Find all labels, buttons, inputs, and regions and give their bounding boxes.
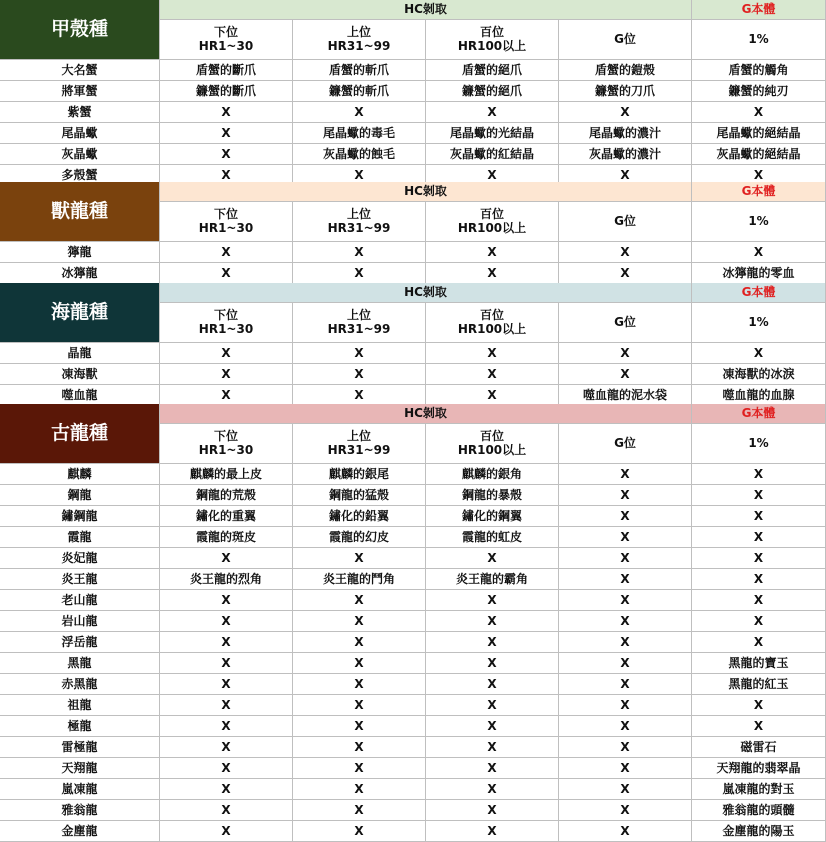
rank-low [160, 303, 293, 343]
material-cell: 凍海獸的冰淚 [692, 364, 826, 385]
material-cell: 嵐凍龍的對玉 [692, 779, 826, 800]
rank-low-hr-range: HR1~30 [198, 443, 254, 457]
material-cell: 麒麟的銀尾 [293, 464, 426, 485]
material-cell: X [426, 590, 559, 611]
material-cell: X [426, 385, 559, 406]
material-cell: X [559, 653, 692, 674]
material-cell: X [293, 364, 426, 385]
material-cell: 尾晶蠍的光結晶 [426, 123, 559, 144]
material-cell: X [293, 779, 426, 800]
material-cell: X [559, 800, 692, 821]
material-cell: 鏽化的鋼翼 [426, 506, 559, 527]
rank-hundred-label: 百位 [479, 25, 504, 40]
monster-name: 老山龍 [0, 590, 160, 611]
material-cell: 鏽化的重翼 [160, 506, 293, 527]
rank-low [160, 20, 293, 60]
material-cell: X [160, 758, 293, 779]
material-cell: 灰晶蠍的蝕毛 [293, 144, 426, 165]
material-cell: X [426, 695, 559, 716]
material-cell: 尾晶蠍的毒毛 [293, 123, 426, 144]
material-cell: 鋼龍的猛殼 [293, 485, 426, 506]
monster-name: 浮岳龍 [0, 632, 160, 653]
material-cell: X [160, 695, 293, 716]
monster-name: 嵐凍龍 [0, 779, 160, 800]
rank-hundred-hr-range: HR100以上 [457, 322, 527, 336]
material-cell: X [559, 263, 692, 284]
g-body-header: G本體 [692, 283, 826, 303]
material-cell: 炎王龍的鬥角 [293, 569, 426, 590]
material-cell: X [692, 632, 826, 653]
material-cell: X [426, 102, 559, 123]
rank-hundred [426, 303, 559, 343]
material-cell: 霞龍的虹皮 [426, 527, 559, 548]
rank-hundred [426, 424, 559, 464]
monster-name: 雷極龍 [0, 737, 160, 758]
material-cell: X [559, 364, 692, 385]
rank-low-hr-range: HR1~30 [198, 39, 254, 53]
rank-g: G位 [559, 20, 692, 60]
material-cell: X [426, 821, 559, 842]
material-cell: 霞龍的斑皮 [160, 527, 293, 548]
material-cell: X [293, 165, 426, 186]
rank-low-hr-range: HR1~30 [198, 221, 254, 235]
material-cell: X [293, 590, 426, 611]
material-cell: X [160, 653, 293, 674]
material-cell: X [559, 737, 692, 758]
rank-hundred-label: 百位 [479, 308, 504, 323]
material-cell: 盾蟹的斷爪 [160, 60, 293, 81]
material-cell: X [426, 242, 559, 263]
material-cell: X [692, 242, 826, 263]
material-cell: X [160, 144, 293, 165]
material-cell: X [692, 548, 826, 569]
drop-rate: 1% [692, 424, 826, 464]
material-cell: X [160, 102, 293, 123]
rank-hundred-label: 百位 [479, 429, 504, 444]
monster-name: 灰晶蠍 [0, 144, 160, 165]
material-cell: X [692, 165, 826, 186]
material-cell: X [692, 611, 826, 632]
material-cell: X [692, 506, 826, 527]
material-cell: X [160, 364, 293, 385]
material-cell: X [559, 548, 692, 569]
material-cell: X [692, 464, 826, 485]
material-cell: 天翔龍的翡翠晶 [692, 758, 826, 779]
category-0: 甲殼種 [0, 0, 160, 60]
material-cell: 鐮蟹的純刃 [692, 81, 826, 102]
category-3: 古龍種 [0, 404, 160, 464]
g-body-header: G本體 [692, 0, 826, 20]
rank-high [293, 20, 426, 60]
material-cell: X [559, 506, 692, 527]
material-cell: X [160, 716, 293, 737]
material-cell: X [426, 779, 559, 800]
rank-high-hr-range: HR31~99 [327, 39, 391, 53]
material-cell: X [426, 632, 559, 653]
material-cell: 鐮蟹的斬爪 [293, 81, 426, 102]
monster-name: 炎王龍 [0, 569, 160, 590]
material-cell: X [692, 695, 826, 716]
rank-hundred [426, 202, 559, 242]
monster-name: 天翔龍 [0, 758, 160, 779]
rank-low-label: 下位 [213, 308, 238, 323]
material-cell: 噬血龍的泥水袋 [559, 385, 692, 406]
material-cell: X [692, 569, 826, 590]
material-cell: X [426, 674, 559, 695]
material-cell: X [160, 779, 293, 800]
material-cell: X [426, 737, 559, 758]
material-cell: X [559, 674, 692, 695]
material-cell: X [160, 242, 293, 263]
monster-name: 多殼蟹 [0, 165, 160, 186]
monster-name: 獰龍 [0, 242, 160, 263]
material-cell: X [160, 737, 293, 758]
material-cell: 盾蟹的鎧殼 [559, 60, 692, 81]
material-cell: 鋼龍的荒殼 [160, 485, 293, 506]
monster-name: 鋼龍 [0, 485, 160, 506]
monster-name: 噬血龍 [0, 385, 160, 406]
material-cell: X [559, 569, 692, 590]
material-cell: 炎王龍的烈角 [160, 569, 293, 590]
rank-high-label: 上位 [346, 207, 371, 222]
monster-name: 金塵龍 [0, 821, 160, 842]
material-cell: X [426, 758, 559, 779]
material-cell: 灰晶蠍的濃汁 [559, 144, 692, 165]
rank-hundred-hr-range: HR100以上 [457, 39, 527, 53]
rank-g: G位 [559, 303, 692, 343]
material-cell: 噬血龍的血腺 [692, 385, 826, 406]
material-cell: 尾晶蠍的絕結晶 [692, 123, 826, 144]
monster-name: 麒麟 [0, 464, 160, 485]
material-cell: 金塵龍的陽玉 [692, 821, 826, 842]
material-cell: X [559, 464, 692, 485]
material-cell: X [426, 343, 559, 364]
material-cell: X [559, 485, 692, 506]
material-cell: X [160, 611, 293, 632]
material-cell: 鐮蟹的斷爪 [160, 81, 293, 102]
drop-rate: 1% [692, 202, 826, 242]
material-cell: 尾晶蠍的濃汁 [559, 123, 692, 144]
material-cell: 炎王龍的霸角 [426, 569, 559, 590]
material-cell: X [559, 821, 692, 842]
rank-hundred-hr-range: HR100以上 [457, 221, 527, 235]
material-cell: X [293, 548, 426, 569]
rank-g: G位 [559, 424, 692, 464]
material-cell: X [559, 695, 692, 716]
material-cell: X [559, 343, 692, 364]
material-cell: X [293, 242, 426, 263]
material-cell: X [559, 590, 692, 611]
g-body-header: G本體 [692, 404, 826, 424]
monster-name: 冰獰龍 [0, 263, 160, 284]
material-cell: 鏽化的鉛翼 [293, 506, 426, 527]
monster-name: 岩山龍 [0, 611, 160, 632]
material-cell: X [692, 343, 826, 364]
material-cell: X [426, 800, 559, 821]
material-cell: 灰晶蠍的絕結晶 [692, 144, 826, 165]
monster-name: 紫蟹 [0, 102, 160, 123]
material-cell: 鐮蟹的刀爪 [559, 81, 692, 102]
material-cell: X [559, 527, 692, 548]
material-cell: X [293, 800, 426, 821]
g-body-header: G本體 [692, 182, 826, 202]
material-cell: X [426, 165, 559, 186]
material-cell: X [293, 263, 426, 284]
material-cell: X [160, 674, 293, 695]
rank-high-label: 上位 [346, 429, 371, 444]
rank-low-label: 下位 [213, 25, 238, 40]
monster-name: 凍海獸 [0, 364, 160, 385]
monster-name: 將軍蟹 [0, 81, 160, 102]
material-cell: X [559, 632, 692, 653]
material-cell: 黑龍的寶玉 [692, 653, 826, 674]
material-cell: 鐮蟹的絕爪 [426, 81, 559, 102]
material-cell: X [160, 123, 293, 144]
material-cell: X [160, 590, 293, 611]
material-cell: X [293, 695, 426, 716]
material-cell: 盾蟹的觸角 [692, 60, 826, 81]
monster-name: 赤黑龍 [0, 674, 160, 695]
material-cell: 麒麟的銀角 [426, 464, 559, 485]
material-cell: X [160, 165, 293, 186]
rank-low-hr-range: HR1~30 [198, 322, 254, 336]
rank-hundred-label: 百位 [479, 207, 504, 222]
material-cell: X [559, 611, 692, 632]
rank-high [293, 303, 426, 343]
material-cell: X [160, 632, 293, 653]
material-cell: X [559, 102, 692, 123]
material-cell: X [293, 737, 426, 758]
category-1: 獸龍種 [0, 182, 160, 242]
material-cell: X [426, 653, 559, 674]
monster-name: 極龍 [0, 716, 160, 737]
material-cell: X [293, 102, 426, 123]
rank-high-label: 上位 [346, 25, 371, 40]
material-cell: X [160, 800, 293, 821]
rank-low-label: 下位 [213, 207, 238, 222]
hc-carve-header: HC剝取 [160, 182, 692, 202]
monster-name: 炎妃龍 [0, 548, 160, 569]
monster-name: 晶龍 [0, 343, 160, 364]
material-cell: X [293, 653, 426, 674]
material-cell: X [692, 527, 826, 548]
material-cell: X [559, 165, 692, 186]
material-cell: 灰晶蠍的紅結晶 [426, 144, 559, 165]
monster-name: 雅翁龍 [0, 800, 160, 821]
material-cell: X [293, 343, 426, 364]
rank-g: G位 [559, 202, 692, 242]
material-cell: X [160, 385, 293, 406]
rank-high [293, 202, 426, 242]
drop-rate: 1% [692, 20, 826, 60]
monster-name: 黑龍 [0, 653, 160, 674]
rank-high-label: 上位 [346, 308, 371, 323]
material-cell: X [559, 242, 692, 263]
rank-high-hr-range: HR31~99 [327, 322, 391, 336]
rank-low [160, 424, 293, 464]
material-cell: X [293, 821, 426, 842]
material-cell: X [293, 716, 426, 737]
hc-carve-header: HC剝取 [160, 0, 692, 20]
material-cell: X [160, 821, 293, 842]
monster-name: 尾晶蠍 [0, 123, 160, 144]
rank-high-hr-range: HR31~99 [327, 221, 391, 235]
rank-hundred-hr-range: HR100以上 [457, 443, 527, 457]
material-cell: X [692, 716, 826, 737]
material-cell: X [293, 611, 426, 632]
material-cell: 盾蟹的斬爪 [293, 60, 426, 81]
material-cell: X [426, 364, 559, 385]
material-cell: X [559, 758, 692, 779]
material-cell: X [426, 263, 559, 284]
material-cell: X [559, 779, 692, 800]
material-cell: 黑龍的紅玉 [692, 674, 826, 695]
category-2: 海龍種 [0, 283, 160, 343]
rank-low-label: 下位 [213, 429, 238, 444]
rank-high [293, 424, 426, 464]
material-cell: 冰獰龍的零血 [692, 263, 826, 284]
monster-name: 霞龍 [0, 527, 160, 548]
monster-name: 祖龍 [0, 695, 160, 716]
material-cell: X [692, 485, 826, 506]
hc-carve-header: HC剝取 [160, 283, 692, 303]
material-cell: 雅翁龍的頭髓 [692, 800, 826, 821]
material-cell: 麒麟的最上皮 [160, 464, 293, 485]
monster-name: 大名蟹 [0, 60, 160, 81]
material-cell: 霞龍的幻皮 [293, 527, 426, 548]
material-cell: 鋼龍的暴殼 [426, 485, 559, 506]
rank-hundred [426, 20, 559, 60]
material-cell: X [426, 548, 559, 569]
rank-high-hr-range: HR31~99 [327, 443, 391, 457]
material-cell: X [293, 674, 426, 695]
material-cell: X [426, 716, 559, 737]
monster-name: 鏽鋼龍 [0, 506, 160, 527]
material-cell: X [426, 611, 559, 632]
rank-low [160, 202, 293, 242]
material-cell: X [160, 548, 293, 569]
drop-rate: 1% [692, 303, 826, 343]
material-cell: X [160, 343, 293, 364]
material-cell: X [692, 590, 826, 611]
material-cell: X [293, 385, 426, 406]
material-cell: X [692, 102, 826, 123]
material-cell: X [160, 263, 293, 284]
material-cell: 磁雷石 [692, 737, 826, 758]
material-cell: 盾蟹的絕爪 [426, 60, 559, 81]
material-cell: X [293, 632, 426, 653]
hc-carve-header: HC剝取 [160, 404, 692, 424]
material-cell: X [559, 716, 692, 737]
material-cell: X [293, 758, 426, 779]
